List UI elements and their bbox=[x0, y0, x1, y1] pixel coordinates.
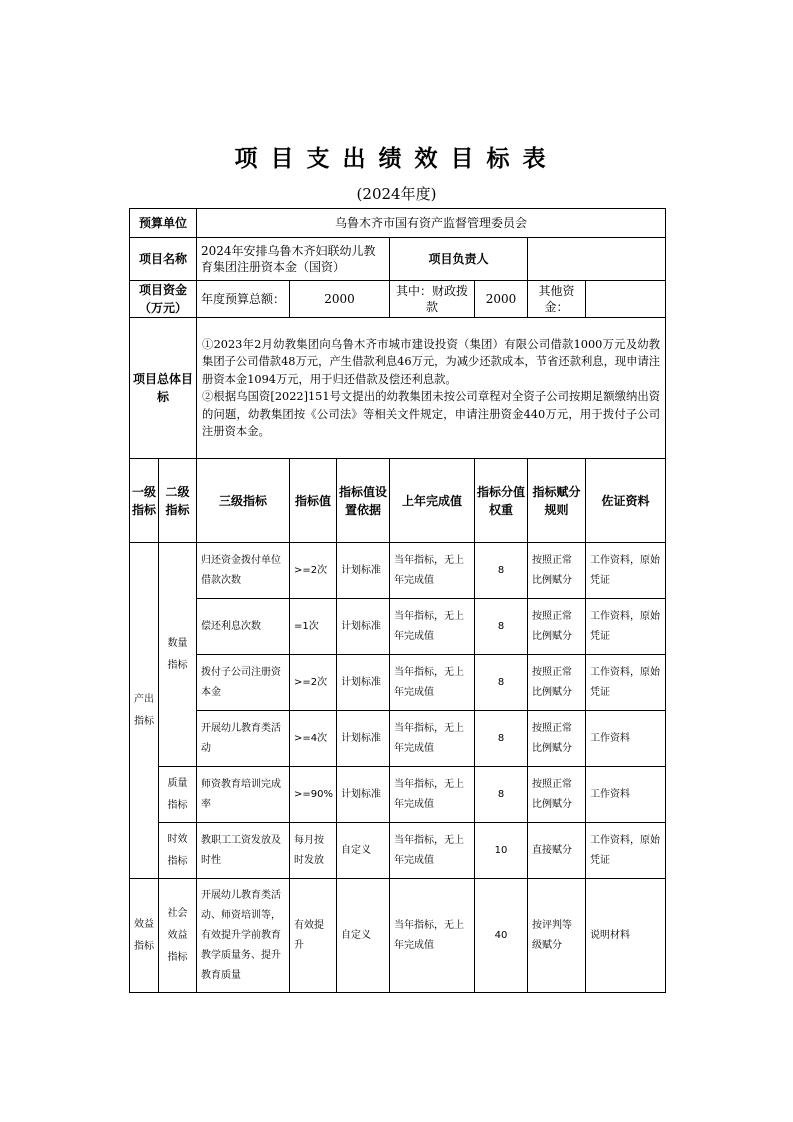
col-evidence: 佐证资料 bbox=[586, 459, 666, 543]
col-weight: 指标分值权重 bbox=[475, 459, 528, 543]
indicator-rule: 按照正常比例赋分 bbox=[528, 767, 586, 823]
unit-label: 预算单位 bbox=[130, 209, 197, 238]
group-output: 产出指标 bbox=[130, 543, 159, 879]
col-value: 指标值 bbox=[290, 459, 337, 543]
table-row bbox=[130, 767, 666, 823]
annual-value: 2000 bbox=[290, 281, 390, 318]
name-label: 项目名称 bbox=[130, 238, 197, 281]
indicator-rule: 按评判等级赋分 bbox=[528, 879, 586, 993]
indicator-weight: 8 bbox=[475, 711, 528, 767]
indicator-basis: 计划标准 bbox=[337, 767, 390, 823]
indicator-rule: 按照正常比例赋分 bbox=[528, 711, 586, 767]
indicator-value: >=4次 bbox=[290, 711, 337, 767]
indicator-name: 偿还利息次数 bbox=[197, 599, 290, 655]
indicator-value: >=2次 bbox=[290, 543, 337, 599]
indicator-evidence: 工作资料，原始凭证 bbox=[586, 599, 666, 655]
indicator-basis: 自定义 bbox=[337, 823, 390, 879]
table-row bbox=[130, 655, 666, 711]
col-level2: 二级指标 bbox=[159, 459, 197, 543]
objective-text bbox=[197, 318, 666, 459]
funds-label: 项目资金（万元） bbox=[130, 281, 197, 318]
objective-label: 项目总体目标 bbox=[130, 318, 197, 459]
indicator-weight: 8 bbox=[475, 655, 528, 711]
col-basis: 指标值设置依据 bbox=[337, 459, 390, 543]
indicator-basis: 自定义 bbox=[337, 879, 390, 993]
group-timeliness: 时效指标 bbox=[159, 823, 197, 879]
other-label: 其他资金： bbox=[528, 281, 586, 318]
indicator-last: 当年指标，无上年完成值 bbox=[390, 823, 475, 879]
col-level1: 一级指标 bbox=[130, 459, 159, 543]
indicator-weight: 10 bbox=[475, 823, 528, 879]
indicator-evidence: 工作资料，原始凭证 bbox=[586, 543, 666, 599]
table-row bbox=[130, 823, 666, 879]
indicator-value: 每月按时发放 bbox=[290, 823, 337, 879]
indicator-weight: 40 bbox=[475, 879, 528, 993]
indicator-name: 归还资金拨付单位借款次数 bbox=[197, 543, 290, 599]
col-level3: 三级指标 bbox=[197, 459, 290, 543]
indicator-basis: 计划标准 bbox=[337, 711, 390, 767]
objective-para-2: ②根据乌国资[2022]151号文提出的幼教集团未按公司章程对全资子公司按期足额缴纳出资的问题，幼教集团按《公司法》等相关文件规定，申请注册资金440万元，用于拨付子公司注册资本金。 bbox=[202, 390, 661, 438]
indicator-basis: 计划标准 bbox=[337, 599, 390, 655]
indicator-rule: 按照正常比例赋分 bbox=[528, 543, 586, 599]
group-quantity: 数量指标 bbox=[159, 543, 197, 767]
indicator-evidence: 说明材料 bbox=[586, 879, 666, 993]
col-rule: 指标赋分规则 bbox=[528, 459, 586, 543]
indicator-evidence: 工作资料 bbox=[586, 711, 666, 767]
indicator-last: 当年指标，无上年完成值 bbox=[390, 599, 475, 655]
indicator-basis: 计划标准 bbox=[337, 543, 390, 599]
indicator-last: 当年指标，无上年完成值 bbox=[390, 767, 475, 823]
unit-value: 乌鲁木齐市国有资产监督管理委员会 bbox=[197, 209, 666, 238]
objective-para-1: ①2023年2月幼教集团向乌鲁木齐市城市建设投资（集团）有限公司借款1000万元及幼教集团子公司借款48万元，产生借款利息46万元，为减少还款成本，节省还款利息，现申请注册资本金1094万元，用于归还借款及偿还利息款。 bbox=[202, 337, 661, 386]
other-value bbox=[586, 281, 666, 318]
fiscal-value: 2000 bbox=[475, 281, 528, 318]
indicator-last: 当年指标，无上年完成值 bbox=[390, 879, 475, 993]
indicator-name: 开展幼儿教育类活动 bbox=[197, 711, 290, 767]
performance-table bbox=[129, 208, 666, 993]
indicator-value: 有效提升 bbox=[290, 879, 337, 993]
indicator-weight: 8 bbox=[475, 599, 528, 655]
annual-label: 年度预算总额： bbox=[197, 281, 290, 318]
table-row bbox=[130, 711, 666, 767]
indicator-last: 当年指标，无上年完成值 bbox=[390, 655, 475, 711]
indicator-last: 当年指标，无上年完成值 bbox=[390, 711, 475, 767]
indicator-name: 师资教育培训完成率 bbox=[197, 767, 290, 823]
indicator-name: 教职工工资发放及时性 bbox=[197, 823, 290, 879]
group-social: 社会效益指标 bbox=[159, 879, 197, 993]
indicator-weight: 8 bbox=[475, 767, 528, 823]
indicator-rule: 按照正常比例赋分 bbox=[528, 655, 586, 711]
col-last-year: 上年完成值 bbox=[390, 459, 475, 543]
page-title: 项目支出绩效目标表 bbox=[234, 146, 559, 172]
indicator-weight: 8 bbox=[475, 543, 528, 599]
leader-label: 项目负责人 bbox=[390, 238, 528, 281]
table-row bbox=[130, 543, 666, 599]
page-subtitle: (2024年度) bbox=[356, 185, 437, 203]
indicator-evidence: 工作资料，原始凭证 bbox=[586, 823, 666, 879]
indicator-value: >=90% bbox=[290, 767, 337, 823]
fiscal-label: 其中：财政拨款 bbox=[390, 281, 475, 318]
indicator-basis: 计划标准 bbox=[337, 655, 390, 711]
table-row bbox=[130, 879, 666, 993]
indicator-value: >=2次 bbox=[290, 655, 337, 711]
indicator-evidence: 工作资料，原始凭证 bbox=[586, 655, 666, 711]
indicator-rule: 按照正常比例赋分 bbox=[528, 599, 586, 655]
table-row bbox=[130, 599, 666, 655]
leader-value bbox=[528, 238, 666, 281]
indicator-value: =1次 bbox=[290, 599, 337, 655]
group-benefit: 效益指标 bbox=[130, 879, 159, 993]
indicator-last: 当年指标，无上年完成值 bbox=[390, 543, 475, 599]
name-value: 2024年安排乌鲁木齐妇联幼儿教育集团注册资本金（国资） bbox=[197, 238, 390, 281]
indicator-evidence: 工作资料 bbox=[586, 767, 666, 823]
indicator-name: 开展幼儿教育类活动、师资培训等，有效提升学前教育教学质量务、提升教育质量 bbox=[197, 879, 290, 993]
indicator-rule: 直接赋分 bbox=[528, 823, 586, 879]
indicator-name: 拨付子公司注册资本金 bbox=[197, 655, 290, 711]
group-quality: 质量指标 bbox=[159, 767, 197, 823]
